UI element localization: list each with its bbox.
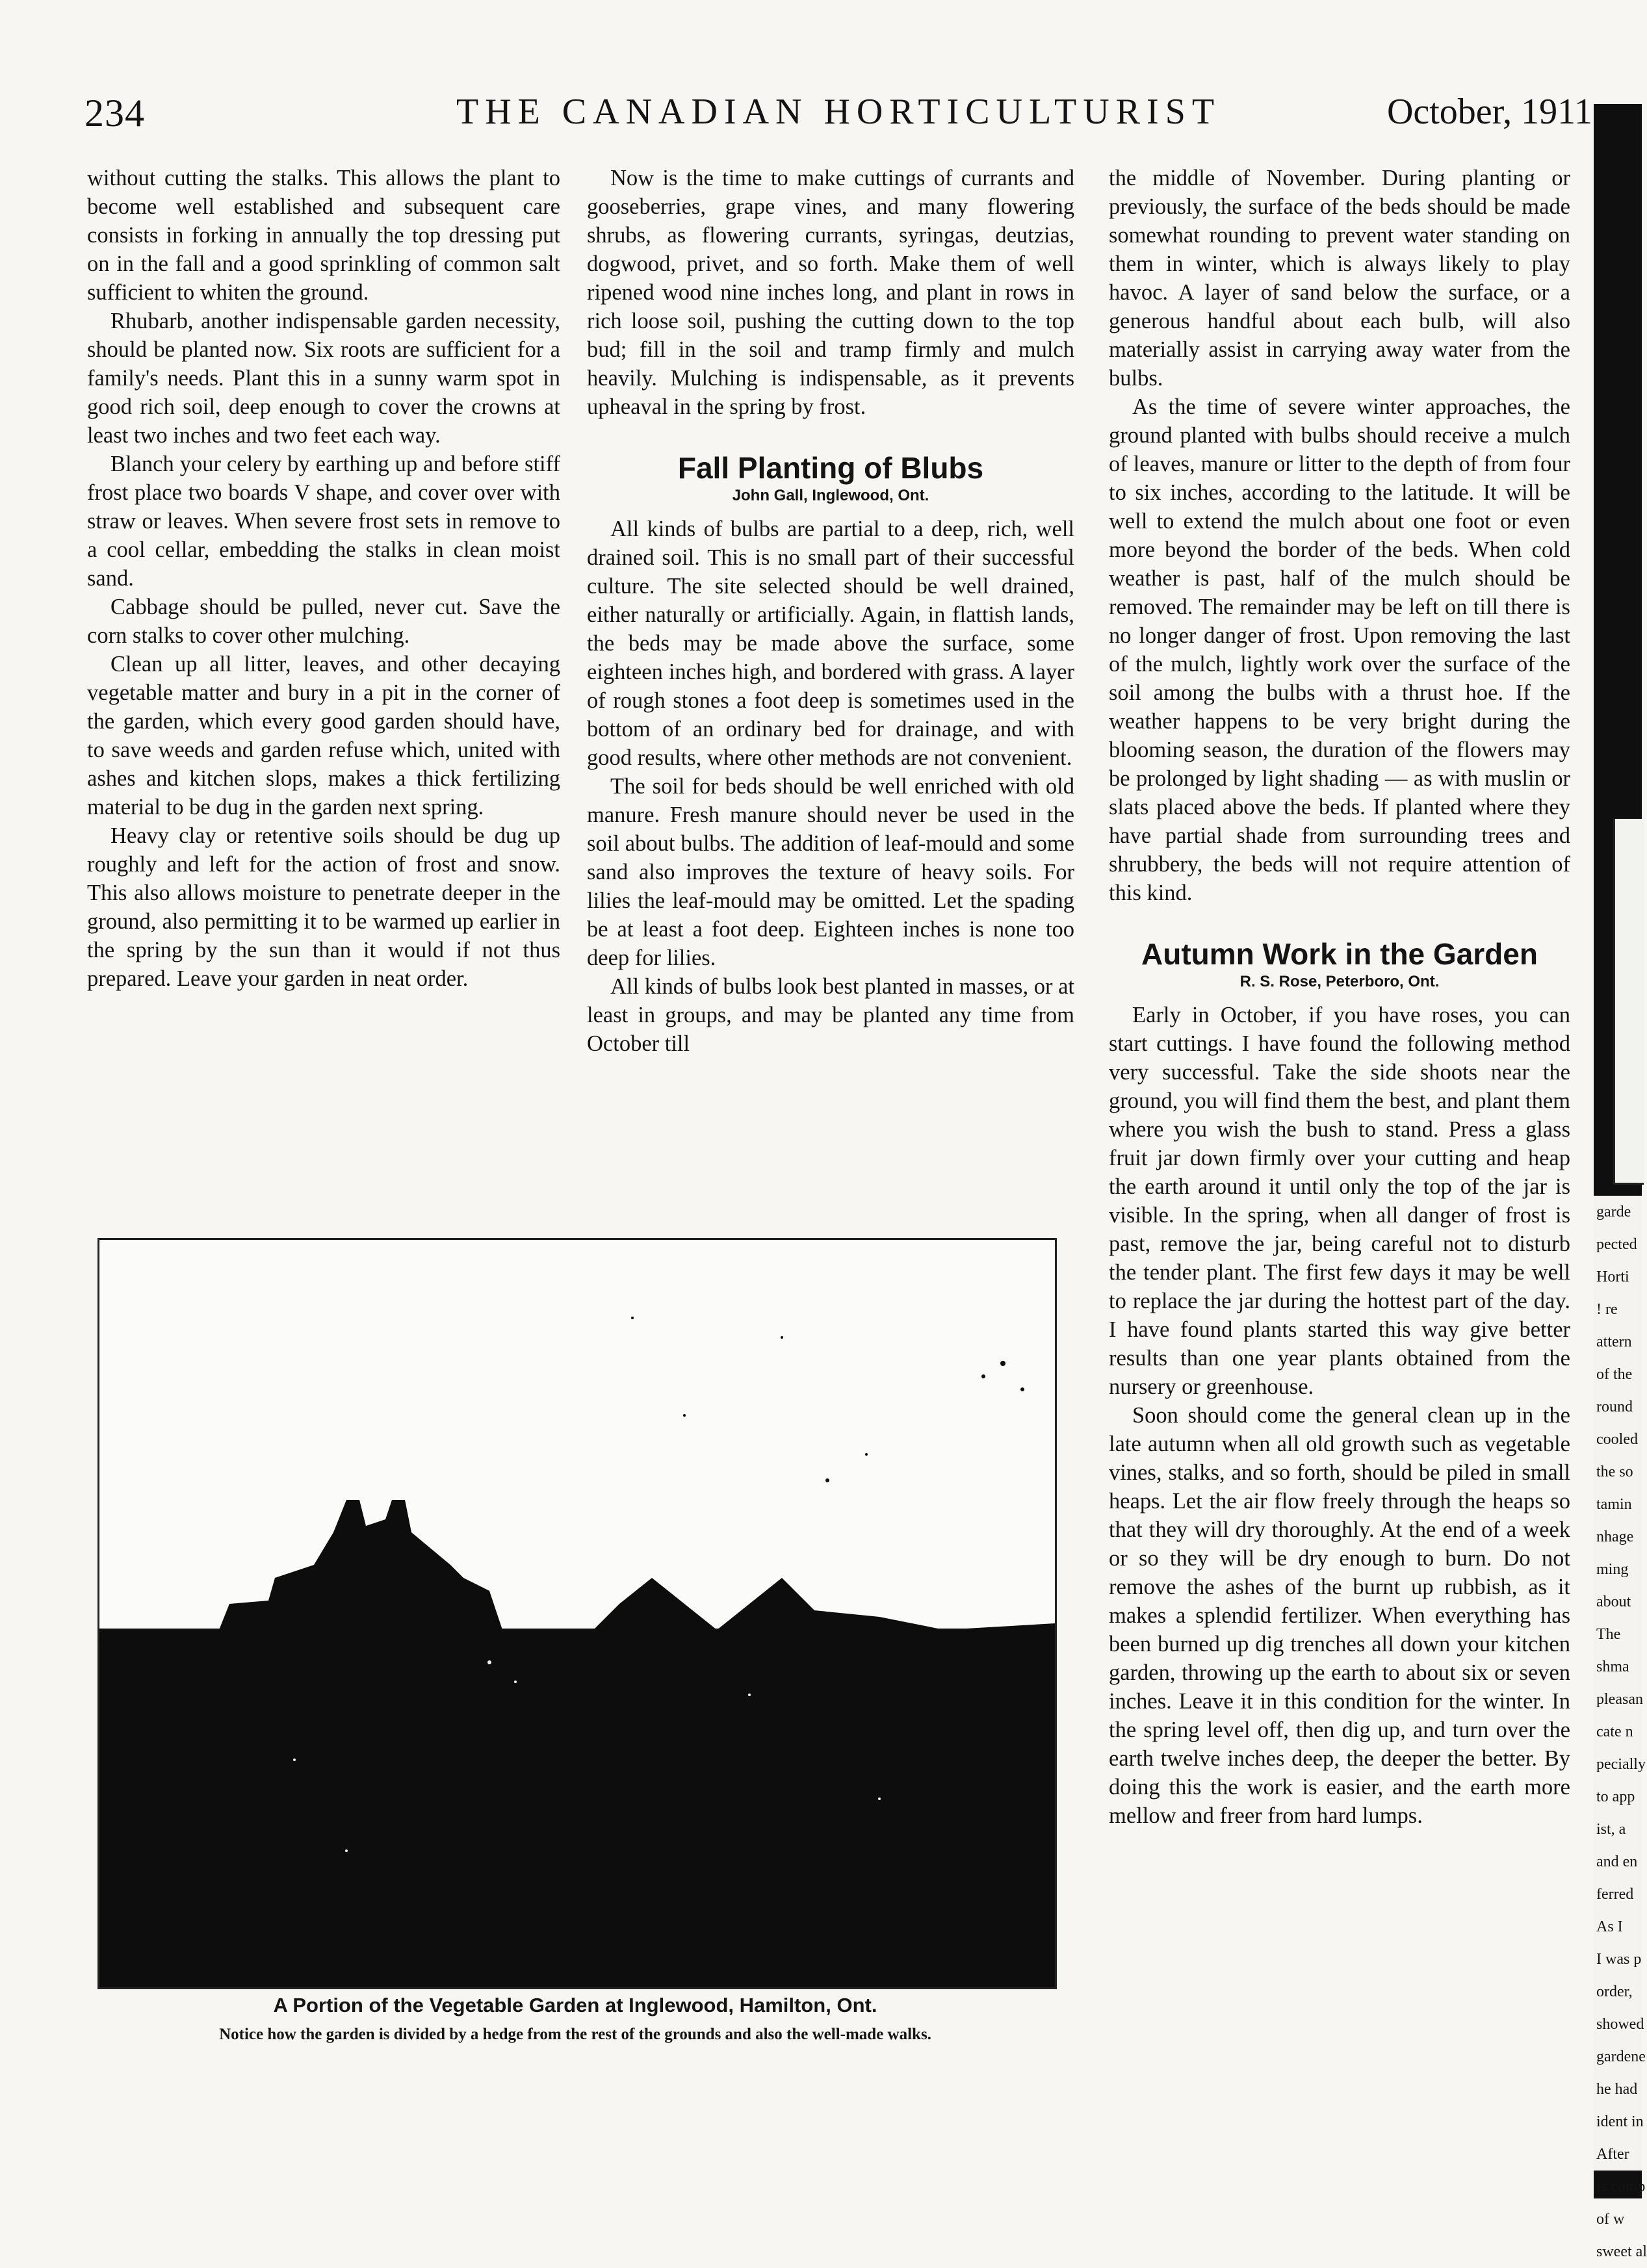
- fragment-text: pecially: [1596, 1756, 1646, 1773]
- fragment-text: sweet al: [1596, 2243, 1647, 2260]
- paragraph: without cutting the stalks. This allows the plant to become well established and subsequent care consists in forking in annually the top dressing put on in the fall and a good sprinkling of common salt sufficient to whiten the ground.: [87, 166, 560, 305]
- paragraph: Now is the time to make cuttings of currants and gooseberries, grape vines, and many flowering shrubs, as flowering currants, syringas, deutzias, dogwood, privet, and so forth. Make them of well ripened wood nine inches long, and plant in rows in rich loose soil, pushing the cutting down to the top bud; fill in the soil and tramp firmly and mulch heavily. Mulching is indispensable, as it prevents upheaval in the spring by frost.: [587, 166, 1074, 419]
- fragment-text: tamin: [1596, 1496, 1632, 1513]
- column-1: [87, 164, 560, 993]
- adjacent-page-fragments: [1594, 1196, 1647, 2260]
- paragraph: Heavy clay or retentive soils should be dug up roughly and left for the action of frost and snow. This also allows moisture to penetrate deeper in the ground, also permitting it to be warmed up earlier in the spring by the sun than it would if not thus prepared. Leave your garden in neat order.: [87, 823, 560, 991]
- fragment-text: is comp: [1596, 2178, 1646, 2195]
- fragment-text: ming: [1596, 1561, 1629, 1578]
- fragment-text: garde: [1596, 1204, 1631, 1220]
- paragraph: The soil for beds should be well enriched with old manure. Fresh manure should never be used in the soil about bulbs. The addition of leaf-mould and some sand also improves the texture of heavy soils. For lilies the leaf-mould may be omitted. Let the spading be at least a foot deep. Eighteen inches is none too deep for lilies.: [587, 774, 1074, 970]
- adjacent-page-inset: [1613, 819, 1644, 1185]
- fragment-text: attern: [1596, 1334, 1632, 1350]
- fragment-text: of the: [1596, 1366, 1633, 1383]
- paragraph: All kinds of bulbs look best planted in masses, or at least in groups, and may be planted any time from October till: [587, 974, 1074, 1056]
- fragment-text: After: [1596, 2146, 1629, 2163]
- paragraph: Clean up all litter, leaves, and other decaying vegetable matter and bury in a pit in the corner of the garden, which every good garden should have, to save weeds and garden refuse which, united with ashes and kitchen slops, makes a thick fertilizing material to be dug in the garden next spring.: [87, 652, 560, 819]
- fragment-text: ist, a: [1596, 1821, 1626, 1838]
- fragment-text: ident in: [1596, 2113, 1644, 2130]
- fragment-text: of w: [1596, 2211, 1625, 2228]
- fragment-text: I was p: [1596, 1951, 1642, 1968]
- paragraph: Soon should come the general clean up in the late autumn when all old growth such as vegetable vines, stalks, and so forth, should be piled in small heaps. Let the air flow freely through the heaps so that they will dry thoroughly. At the end of a week or so they will be dry enough to burn. Do not remove the ashes of the burnt up rubbish, as it makes a splendid fertilizer. When everything has been burned up dig trenches all down your kitchen garden, throwing up the earth to about six or seven inches. Leave it in this condition for the winter. In the spring level off, then dig up, and turn over the earth twelve inches deep, the deeper the better. By doing this the work is easier, and the earth more mellow and freer from hard lumps.: [1109, 1403, 1570, 1828]
- paragraph: As the time of severe winter approaches, the ground planted with bulbs should receive a mulch of leaves, manure or litter to the depth of from four to six inches, according to the latitude. It will be well to extend the mulch about one foot or even more beyond the border of the beds. When cold weather is past, half of the mulch should be removed. The remainder may be left on till there is no longer danger of frost. Upon removing the last of the mulch, lightly work over the surface of the soil among the bulbs with a thrust hoe. If the weather happens to be very bright during the blooming season, the duration of the flowers may be prolonged by light shading — as with muslin or slats placed above the beds. If planted where they have partial shade from surrounding trees and shrubbery, the beds will not require attention of this kind.: [1109, 394, 1570, 905]
- figure-note: Notice how the garden is divided by a hedge from the rest of the grounds and also the well-made walks.: [219, 2026, 931, 2043]
- fragment-text: he had: [1596, 2081, 1638, 2098]
- article-heading: Fall Planting of Blubs: [677, 451, 984, 485]
- photo-silhouette: [99, 1240, 1055, 1987]
- paragraph: Blanch your celery by earthing up and before stiff frost place two boards V shape, and cover over with straw or leaves. When severe frost sets in remove to a cool cellar, embedding the stalks in clean moist sand.: [87, 452, 560, 591]
- paragraph: Early in October, if you have roses, you can start cuttings. I have found the following method very successful. Take the side shoots near the ground, you will find them the best, and plant them where you wish the bush to stand. Press a glass fruit jar down firmly over your cutting and heap the earth around it until only the top of the jar is visible. In the spring, when all danger of frost is past, remove the jar, being careful not to disturb the tender plant. The first few days it may be well to replace the jar during the hottest part of the day. I have found plants started this way give better results than one year plants obtained from the nursery or greenhouse.: [1109, 1003, 1570, 1399]
- fragment-text: Horti: [1596, 1269, 1629, 1285]
- figure-caption: A Portion of the Vegetable Garden at Inglewood, Hamilton, Ont.: [273, 1994, 877, 2017]
- fragment-text: cate n: [1596, 1723, 1633, 1740]
- paragraph: All kinds of bulbs are partial to a deep, rich, well drained soil. This is no small part of their successful culture. The site selected should be well drained, either naturally or artificially. Again, in flattish lands, the beds may be made above the surface, some eighteen inches high, and bordered with grass. A layer of rough stones a foot deep is sometimes used in the bottom of an ordinary bed for drainage, and with good results, where other methods are not convenient.: [587, 517, 1074, 770]
- fragment-text: and en: [1596, 1853, 1638, 1870]
- paragraph: the middle of November. During planting or previously, the surface of the beds should be made somewhat rounding to prevent water standing on them in winter, which is always likely to play havoc. A layer of sand below the surface, or a generous handful about each bulb, will also materially assist in carrying away water from the bulbs.: [1109, 166, 1570, 391]
- article-byline: John Gall, Inglewood, Ont.: [732, 487, 929, 504]
- fragment-text: order,: [1596, 1983, 1633, 2000]
- garden-photograph: [97, 1238, 1057, 1989]
- fragment-text: As I: [1596, 1918, 1623, 1935]
- fragment-text: to app: [1596, 1788, 1635, 1805]
- fragment-text: ferred: [1596, 1886, 1634, 1903]
- article-heading: Autumn Work in the Garden: [1141, 937, 1538, 971]
- fragment-text: The: [1596, 1626, 1621, 1643]
- article-byline: R. S. Rose, Peterboro, Ont.: [1239, 973, 1440, 990]
- paragraph: Rhubarb, another indispensable garden necessity, should be planted now. Six roots are sufficient for a family's needs. Plant this in a sunny warm spot in good rich soil, deep enough to cover the crowns at least two inches and two feet each way.: [87, 309, 560, 448]
- journal-title: THE CANADIAN HORTICULTURIST: [456, 92, 1221, 132]
- fragment-text: ! re: [1596, 1301, 1618, 1318]
- fragment-text: round: [1596, 1398, 1633, 1415]
- issue-date: October, 1911: [1386, 92, 1592, 132]
- fragment-text: nhage: [1596, 1528, 1634, 1545]
- fragment-text: the so: [1596, 1463, 1633, 1480]
- column-2: [587, 164, 1074, 1058]
- fragment-text: shma: [1596, 1658, 1629, 1675]
- paragraph: Cabbage should be pulled, never cut. Save the corn stalks to cover other mulching.: [87, 595, 560, 648]
- fragment-text: cooled: [1596, 1431, 1638, 1448]
- page-header: [84, 91, 1592, 143]
- fragment-text: pected: [1596, 1236, 1637, 1253]
- page-number: 234: [84, 92, 145, 135]
- column-3: [1109, 164, 1570, 1830]
- fragment-text: about: [1596, 1593, 1631, 1610]
- fragment-text: pleasan: [1596, 1691, 1643, 1708]
- fragment-text: showed: [1596, 2016, 1644, 2033]
- fragment-text: gardene: [1596, 2048, 1646, 2065]
